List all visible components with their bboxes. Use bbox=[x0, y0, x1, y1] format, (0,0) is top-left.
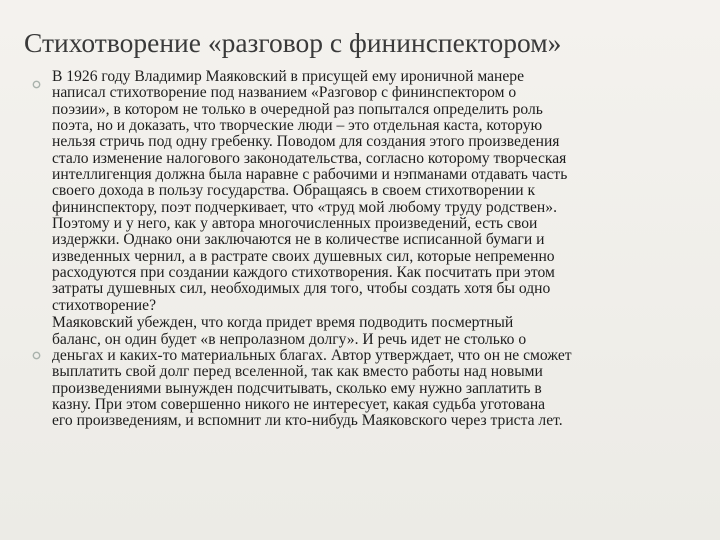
text-line: деньгах и каких-то материальных благах. Автор утверждает, что он не сможет bbox=[52, 346, 572, 364]
text-line: произведениями вынужден подсчитывать, сколько ему нужно заплатить в bbox=[52, 379, 542, 397]
text-line: баланс, он один будет «в непролазном долгу». И речь идет не столько о bbox=[52, 330, 527, 348]
text-line: стихотворение? bbox=[52, 296, 156, 314]
paragraph-1 bbox=[52, 69, 672, 314]
text-line: написал стихотворение под названием «Разговор с фининспектором о bbox=[52, 84, 517, 102]
text-line: расходуются при создании каждого стихотворения. Как посчитать при этом bbox=[52, 264, 555, 282]
text-line: затраты душевных сил, необходимых для того, чтобы создать хотя бы одно bbox=[52, 280, 551, 298]
text-line: нельзя стричь под одну гребенку. Поводом для создания этого произведения bbox=[52, 133, 560, 151]
text-line: Поэтому и у него, как у автора многочисленных произведений, есть свои bbox=[52, 215, 538, 233]
text-line: выплатить свой долг перед вселенной, так как вместо работы над новыми bbox=[52, 363, 543, 381]
text-line: поэта, но и доказать, что творческие люди – это отдельная каста, которую bbox=[52, 117, 543, 135]
text-line: его произведениям, и вспомнит ли кто-нибудь Маяковского через триста лет. bbox=[52, 412, 563, 430]
text-line: казну. При этом совершенно никого не интересует, какая судьба уготована bbox=[52, 395, 546, 413]
slide-body bbox=[52, 69, 672, 430]
text-line: поэзии», в котором не только в очередной раз попытался определить роль bbox=[52, 100, 543, 118]
text-line: интеллигенция должна была наравне с рабочими и нэпманами отдавать часть bbox=[52, 166, 568, 184]
text-line: издержки. Однако они заключаются не в количестве исписанной бумаги и bbox=[52, 231, 545, 249]
text-line: В 1926 году Владимир Маяковский в присущей ему ироничной манере bbox=[52, 68, 524, 85]
slide-title: Стихотворение «разговор с фининспектором» bbox=[24, 27, 562, 58]
text-line: изведенных чернил, а в растрате своих душевных сил, которые непременно bbox=[52, 247, 555, 265]
text-line: стало изменение налогового законодательства, согласно которому творческая bbox=[52, 149, 567, 167]
text-line: Маяковский убежден, что когда придет время подводить посмертный bbox=[52, 314, 514, 332]
text-line: фининспектору, поэт подчеркивает, что «труд мой любому труду родствен». bbox=[52, 198, 557, 216]
bullet-icon bbox=[32, 80, 41, 88]
paragraph-2 bbox=[52, 315, 672, 429]
bullet-icon bbox=[32, 351, 41, 359]
text-line: своего дохода в пользу государства. Обращаясь в своем стихотворении к bbox=[52, 182, 536, 200]
